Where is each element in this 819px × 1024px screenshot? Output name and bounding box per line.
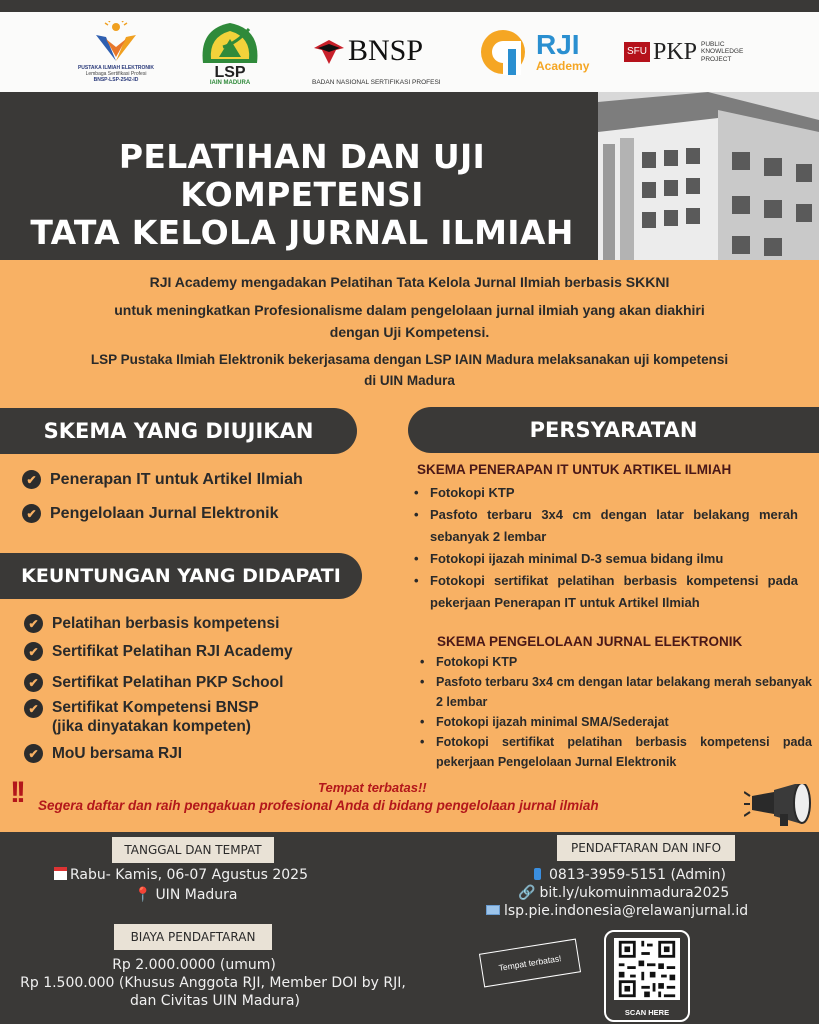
requirement-item: • Fotokopi ijazah minimal D-3 semua bidang ilmu	[410, 548, 798, 570]
tanggal-label: TANGGAL DAN TEMPAT	[112, 837, 274, 863]
logo-pustaka-ilmiah	[68, 12, 164, 92]
keuntungan-item-4-note: (jika dinyatakan kompeten)	[52, 718, 251, 735]
link-icon: 🔗	[518, 885, 536, 901]
biaya-khusus-1: Rp 1.500.000 (Khusus Anggota RJI, Member DOI by RJI,	[20, 975, 406, 991]
megaphone-icon	[744, 784, 816, 828]
keuntungan-item	[24, 614, 279, 633]
page-title	[12, 138, 592, 252]
requirement-item: • Pasfoto terbaru 3x4 cm dengan latar belakang merah sebanyak 2 lembar	[416, 672, 812, 712]
phone-icon	[534, 868, 541, 880]
hero-header	[0, 92, 819, 260]
bnsp-garuda-icon	[312, 36, 346, 66]
location-pin-icon: 📍	[134, 887, 152, 903]
check-circle-icon: ✔	[22, 504, 41, 523]
intro-line-1: RJI Academy mengadakan Pelatihan Tata Kelola Jurnal Ilmiah berbasis SKKNI	[149, 274, 670, 290]
event-place	[134, 885, 238, 905]
title-line-2: TATA KELOLA JURNAL ILMIAH	[30, 213, 574, 252]
sfu-badge: SFU	[624, 42, 650, 62]
notice-line-2: Segera daftar dan raih pengakuan profesional Anda di bidang pengelolaan jurnal ilmiah	[38, 798, 599, 813]
schema2-list	[416, 652, 812, 772]
skema-item	[22, 504, 279, 523]
check-circle-icon: ✔	[24, 642, 43, 661]
requirement-item: • Fotokopi KTP	[410, 482, 798, 504]
lsp-iain-emblem-icon	[197, 19, 263, 65]
rji-sub: Academy	[536, 59, 590, 73]
event-date	[54, 865, 308, 885]
lsp-abbr: LSP	[214, 63, 246, 81]
limited-seat-sticker: Tempat terbatas!	[479, 939, 581, 988]
qr-label: SCAN HERE	[624, 1008, 670, 1017]
qr-code-icon	[614, 938, 680, 1000]
pkp-line3: PROJECT	[701, 55, 732, 63]
pendaftaran-label: PENDAFTARAN DAN INFO	[557, 835, 735, 861]
top-strip	[0, 0, 819, 12]
content-panel	[0, 260, 819, 832]
check-circle-icon: ✔	[24, 699, 43, 718]
biaya-umum: Rp 2.000.0000 (umum)	[112, 957, 276, 973]
bnsp-name: BNSP	[348, 33, 424, 67]
skema-item-label: Penerapan IT untuk Artikel Ilmiah	[50, 470, 303, 488]
contact-phone-text[interactable]: 0813-3959-5151 (Admin)	[549, 867, 726, 883]
schema1-list	[410, 482, 798, 614]
schema1-title: SKEMA PENERAPAN IT UNTUK ARTIKEL ILMIAH	[417, 462, 732, 477]
keuntungan-heading: KEUNTUNGAN YANG DIDAPATI	[0, 553, 362, 599]
intro-line-3: dengan Uji Kompetensi.	[329, 324, 490, 340]
keuntungan-item	[24, 673, 283, 692]
keuntungan-item-label	[52, 698, 259, 736]
check-circle-icon: ✔	[24, 744, 43, 763]
building-photo	[598, 92, 819, 260]
skema-item	[22, 470, 303, 489]
check-circle-icon: ✔	[22, 470, 41, 489]
keuntungan-item	[24, 698, 259, 736]
check-circle-icon: ✔	[24, 614, 43, 633]
pkp-fullname	[701, 41, 743, 64]
event-date-text: Rabu- Kamis, 06-07 Agustus 2025	[70, 867, 308, 883]
keuntungan-item-label: Pelatihan berbasis kompetensi	[52, 614, 280, 632]
intro-line-2: untuk meningkatkan Profesionalisme dalam pengelolaan jurnal ilmiah yang akan diakhiri	[114, 302, 705, 318]
contact-email	[486, 901, 748, 921]
requirement-item: • Fotokopi sertifikat pelatihan berbasis kompetensi pada pekerjaan Pengelolaan Jurnal Elektronik	[416, 732, 812, 772]
logo-lsp-iain	[190, 12, 270, 92]
intro-line-5: di UIN Madura	[364, 373, 455, 388]
contact-phone	[534, 865, 726, 885]
registration-link[interactable]: bit.ly/ukomuinmadura2025	[539, 885, 730, 901]
rji-wordmark	[536, 31, 589, 73]
skema-heading: SKEMA YANG DIUJIKAN	[0, 408, 357, 454]
check-circle-icon: ✔	[24, 673, 43, 692]
biaya-label: BIAYA PENDAFTARAN	[114, 924, 272, 950]
logo-bnsp	[312, 12, 452, 92]
requirement-item: • Fotokopi sertifikat pelatihan berbasis kompetensi pada pekerjaan Penerapan IT untuk Artikel Ilmiah	[410, 570, 798, 614]
pkp-name: PKP	[653, 38, 698, 65]
pkp-line1: PUBLIC	[701, 40, 725, 48]
pustaka-ilmiah-code: BNSP-LSP-2542-ID	[93, 77, 139, 83]
keuntungan-item-label: Sertifikat Pelatihan RJI Academy	[52, 642, 293, 660]
requirement-item: • Pasfoto terbaru 3x4 cm dengan latar belakang merah sebanyak 2 lembar	[410, 504, 798, 548]
mail-icon	[486, 905, 500, 915]
bnsp-sub: BADAN NASIONAL SERTIFIKASI PROFESI	[312, 79, 441, 87]
intro-line-4: LSP Pustaka Ilmiah Elektronik bekerjasama dengan LSP IAIN Madura melaksanakan uji kompetensi	[90, 352, 729, 367]
event-place-text: UIN Madura	[155, 887, 238, 903]
qr-frame[interactable]	[604, 930, 690, 1022]
notice-line-1: Tempat terbatas!!	[318, 780, 427, 795]
keuntungan-item	[24, 744, 182, 763]
contact-link	[518, 883, 729, 903]
contact-email-text[interactable]: lsp.pie.indonesia@relawanjurnal.id	[504, 903, 749, 919]
persyaratan-heading: PERSYARATAN	[408, 407, 819, 453]
pustaka-ilmiah-subtitle: Lembaga Sertifikasi Profesi	[85, 71, 147, 77]
logo-rji-academy	[478, 12, 598, 92]
pustaka-ilmiah-emblem-icon	[92, 21, 140, 65]
logo-band	[0, 12, 819, 92]
building-illustration	[598, 92, 819, 260]
biaya-khusus-2: dan Civitas UIN Madura)	[130, 993, 300, 1009]
lsp-sub: IAIN MADURA	[209, 79, 251, 86]
keuntungan-item-4-title: Sertifikat Kompetensi BNSP	[52, 699, 259, 716]
rji-emblem-icon	[478, 27, 528, 77]
pkp-line2: KNOWLEDGE	[701, 48, 744, 56]
requirement-item: • Fotokopi ijazah minimal SMA/Sederajat	[416, 712, 812, 732]
keuntungan-item-label: MoU bersama RJI	[52, 744, 183, 762]
title-line-1: PELATIHAN DAN UJI KOMPETENSI	[118, 137, 486, 214]
keuntungan-item-label: Sertifikat Pelatihan PKP School	[52, 673, 284, 691]
skema-item-label: Pengelolaan Jurnal Elektronik	[50, 504, 279, 522]
keuntungan-item	[24, 642, 293, 661]
pustaka-ilmiah-name: PUSTAKA ILMIAH ELEKTRONIK	[77, 65, 155, 71]
logo-pkp	[624, 12, 774, 92]
requirement-item: • Fotokopi KTP	[416, 652, 812, 672]
rji-name: RJI	[536, 29, 580, 60]
calendar-icon	[54, 867, 67, 880]
exclamation-marks: !!	[10, 776, 22, 809]
schema2-title: SKEMA PENGELOLAAN JURNAL ELEKTRONIK	[437, 634, 743, 649]
